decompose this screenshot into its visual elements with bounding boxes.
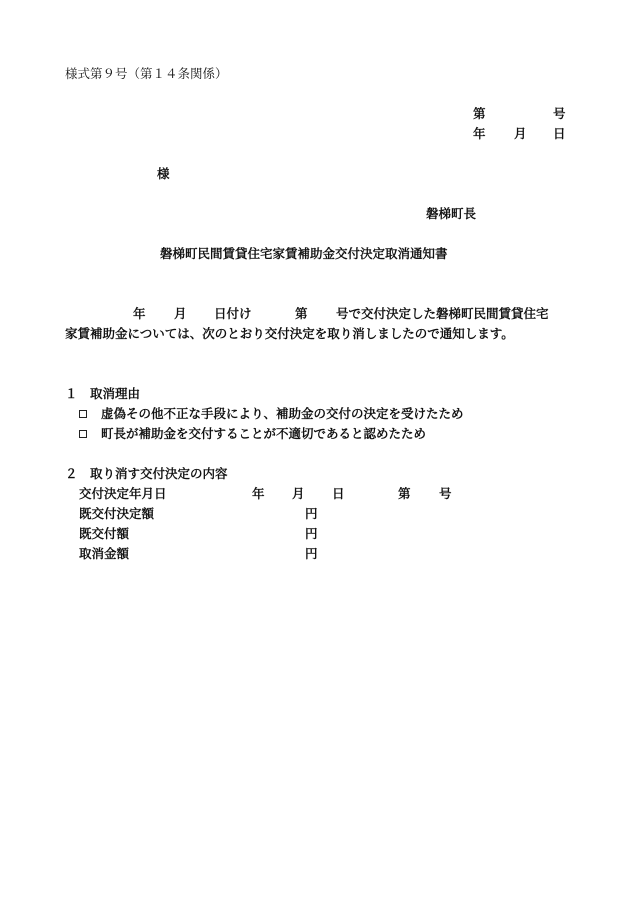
decision-dai: 第 bbox=[398, 486, 411, 501]
reason-text: 町長が補助金を交付することが不適切であると認めたため bbox=[101, 426, 427, 441]
reason-item bbox=[79, 406, 464, 422]
section2-heading: ２ 取り消す交付決定の内容 bbox=[65, 466, 228, 481]
decision-date-nen: 年 bbox=[252, 486, 265, 501]
decision-date-tsuki: 月 bbox=[292, 486, 305, 501]
body-line2: 家賃補助金については、次のとおり交付決定を取り消しましたので通知します。 bbox=[65, 326, 514, 341]
amount-unit: 円 bbox=[305, 506, 318, 521]
addressee-suffix: 様 bbox=[157, 166, 170, 181]
checkbox-icon[interactable] bbox=[79, 410, 87, 418]
body-hizuke: 日付け bbox=[214, 306, 252, 321]
form-number: 様式第９号（第１４条関係） bbox=[65, 66, 228, 81]
date-hi: 日 bbox=[553, 126, 566, 141]
section1-heading: １ 取消理由 bbox=[65, 386, 141, 401]
issuer: 磐梯町長 bbox=[426, 206, 477, 221]
body-dai: 第 bbox=[295, 306, 308, 321]
body-nen: 年 bbox=[133, 306, 146, 321]
document-title: 磐梯町民間賃貸住宅家賃補助金交付決定取消通知書 bbox=[160, 246, 448, 261]
decision-go: 号 bbox=[439, 486, 452, 501]
checkbox-icon[interactable] bbox=[79, 430, 87, 438]
decision-date-label: 交付決定年月日 bbox=[79, 486, 167, 501]
date-tsuki: 月 bbox=[514, 126, 527, 141]
amount-unit: 円 bbox=[305, 526, 318, 541]
amount-label: 既交付額 bbox=[79, 526, 130, 541]
date-nen: 年 bbox=[473, 126, 486, 141]
reason-text: 虚偽その他不正な手段により、補助金の交付の決定を受けたため bbox=[101, 406, 464, 421]
body-tsuki: 月 bbox=[174, 306, 187, 321]
amount-label: 取消金額 bbox=[79, 546, 130, 561]
reason-item bbox=[79, 426, 426, 442]
doc-number-dai: 第 bbox=[473, 106, 486, 121]
decision-date-hi: 日 bbox=[332, 486, 345, 501]
body-line1-rest: 号で交付決定した磐梯町民間賃貸住宅 bbox=[336, 306, 549, 321]
amount-unit: 円 bbox=[305, 546, 318, 561]
doc-number-go: 号 bbox=[553, 106, 566, 121]
amount-label: 既交付決定額 bbox=[79, 506, 155, 521]
